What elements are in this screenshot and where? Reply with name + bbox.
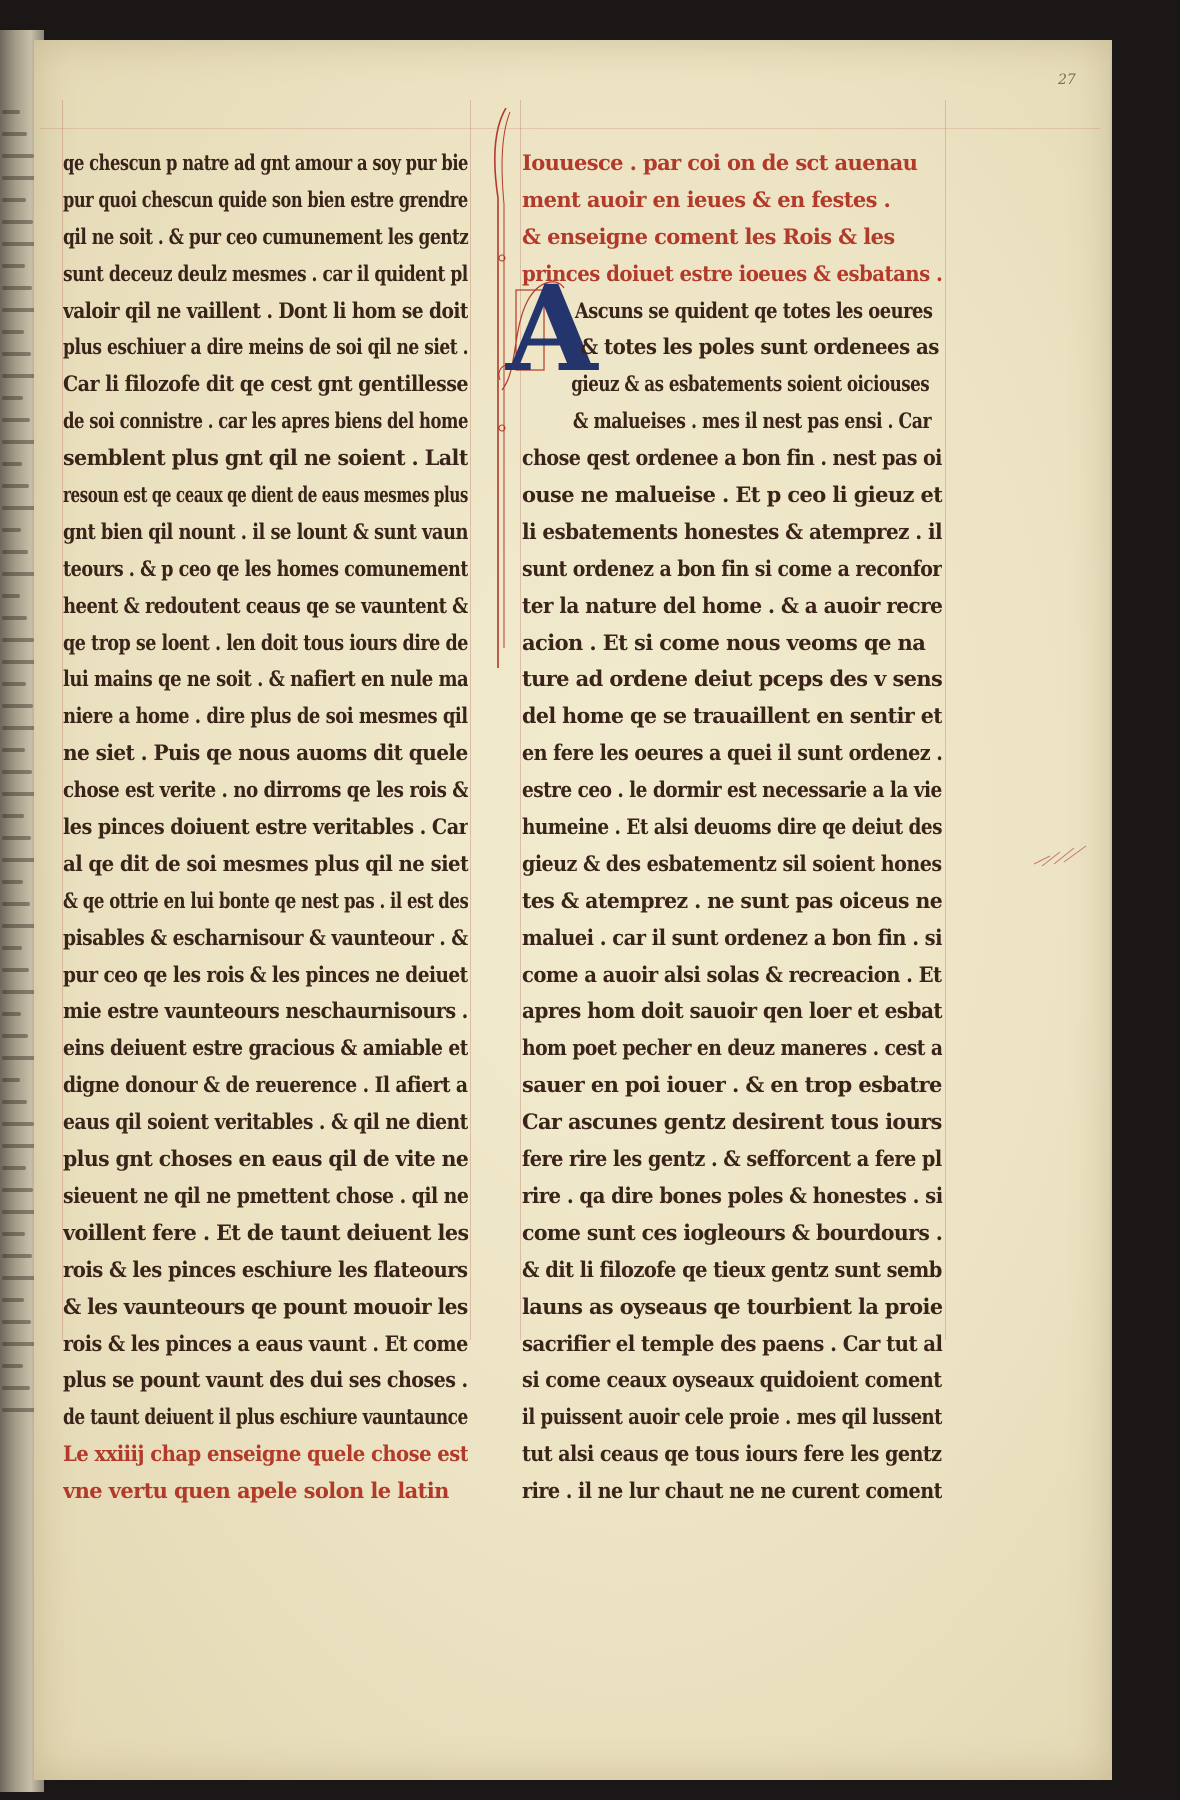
text-line: pisables & escharnisour & vaunteour . & bbox=[63, 924, 468, 950]
text-line: plus eschiuer a dire meins de soi qil ne siet . bbox=[63, 334, 468, 360]
previous-page-text-trace bbox=[2, 374, 38, 378]
ruling-line bbox=[945, 100, 946, 1340]
text-line: li esbatements honestes & atemprez . il bbox=[522, 518, 942, 544]
text-line: plus gnt choses en eaus qil de vite ne bbox=[63, 1146, 468, 1172]
previous-page-text-trace bbox=[2, 748, 25, 752]
text-line: ouse ne malueise . Et p ceo li gieuz et bbox=[522, 482, 943, 508]
text-line: Ascuns se quident qe totes les oeures bbox=[574, 297, 933, 323]
text-line: voillent fere . Et de taunt deiuent les bbox=[63, 1219, 469, 1245]
text-line: launs as oyseaus qe tourbient la proie bbox=[522, 1293, 943, 1319]
text-line: de soi connistre . car les apres biens del home bbox=[63, 408, 468, 434]
text-line: chose qest ordenee a bon fin . nest pas oi bbox=[522, 445, 942, 471]
text-line: estre ceo . le dormir est necessarie a la vie bbox=[522, 777, 942, 803]
text-line: gnt bien qil nount . il se lount & sunt vaun bbox=[63, 518, 468, 544]
text-line: heent & redoutent ceaus qe se vauntent & bbox=[63, 592, 468, 618]
text-line: ment auoir en ieues & en festes . bbox=[522, 186, 891, 212]
previous-page-text-trace bbox=[2, 880, 23, 884]
previous-page-text-trace bbox=[2, 198, 26, 202]
text-line: de taunt deiuent il plus eschiure vauntaunce bbox=[63, 1404, 468, 1430]
text-line: digne donour & de reuerence . Il afiert a bbox=[63, 1072, 468, 1098]
text-line: qe trop se loent . len doit tous iours dire de bbox=[63, 629, 468, 655]
text-line: rois & les pinces a eaus vaunt . Et come bbox=[63, 1330, 468, 1356]
text-line: pur ceo qe les rois & les pinces ne deiuet bbox=[63, 961, 468, 987]
previous-page-text-trace bbox=[2, 440, 37, 444]
text-line: gieuz & as esbatements soient oiciouses bbox=[571, 371, 930, 397]
previous-page-text-trace bbox=[2, 1188, 33, 1192]
previous-page-text-trace bbox=[2, 1012, 21, 1016]
text-line: rire . qa dire bones poles & honestes . si bbox=[522, 1182, 943, 1208]
text-line: pur quoi chescun quide son bien estre grendre bbox=[63, 186, 468, 212]
text-line: Iouuesce . par coi on de sct auenau bbox=[522, 150, 918, 175]
previous-page-text-trace bbox=[2, 1166, 26, 1170]
previous-page-text-trace bbox=[2, 396, 23, 400]
text-line: qil ne soit . & pur ceo cumunement les gentz bbox=[63, 223, 469, 249]
text-line: sunt deceuz deulz mesmes . car il quident pl bbox=[63, 260, 468, 286]
previous-page-text-trace bbox=[2, 1342, 38, 1346]
previous-page-text-trace bbox=[2, 594, 20, 598]
text-line: maluei . car il sunt ordenez a bon fin . si bbox=[522, 924, 942, 950]
right-column bbox=[522, 145, 942, 1510]
previous-page-text-trace bbox=[2, 484, 29, 488]
text-line: teours . & p ceo qe les homes comunement bbox=[63, 555, 468, 581]
previous-page-text-trace bbox=[2, 858, 38, 862]
previous-page-text-trace bbox=[2, 1034, 28, 1038]
previous-page-text-trace bbox=[2, 506, 36, 510]
text-line: acion . Et si come nous veoms qe na bbox=[522, 629, 926, 655]
text-line: valoir qil ne vaillent . Dont li hom se doit bbox=[63, 297, 468, 323]
text-line: semblent plus gnt qil ne soient . Lalt bbox=[63, 445, 468, 471]
previous-page-text-trace bbox=[2, 286, 32, 290]
text-line: Car li filozofe dit qe cest gnt gentillesse bbox=[63, 371, 468, 397]
previous-page-text-trace bbox=[2, 1386, 30, 1390]
previous-page-text-trace bbox=[2, 1232, 25, 1236]
text-line: & malueises . mes il nest pas ensi . Car bbox=[572, 408, 932, 434]
previous-page-text-trace bbox=[2, 1100, 27, 1104]
previous-page-text-trace bbox=[2, 902, 30, 906]
previous-page-text-trace bbox=[2, 946, 22, 950]
previous-page-text-trace bbox=[2, 1056, 35, 1060]
previous-page-text-trace bbox=[2, 1408, 37, 1412]
previous-page-text-trace bbox=[2, 572, 35, 576]
text-line: eaus qil soient veritables . & qil ne dient bbox=[63, 1109, 468, 1135]
text-line: del home qe se trauaillent en sentir et bbox=[522, 703, 942, 729]
previous-page-text-trace bbox=[2, 220, 33, 224]
text-line: sauer en poi iouer . & en trop esbatre bbox=[522, 1072, 942, 1098]
left-column bbox=[63, 145, 468, 1510]
ruling-line bbox=[470, 100, 471, 1340]
text-line: fere rire les gentz . & sefforcent a fere pl bbox=[522, 1146, 942, 1172]
previous-page-text-trace bbox=[2, 704, 33, 708]
text-line: chose est verite . no dirroms qe les rois & bbox=[63, 777, 469, 803]
text-line: en fere les oeures a quei il sunt ordenez . bbox=[522, 740, 942, 766]
previous-page-text-trace bbox=[2, 990, 36, 994]
text-line: les pinces doiuent estre veritables . Car bbox=[63, 814, 468, 840]
text-line: & dit li filozofe qe tieux gentz sunt semb bbox=[522, 1256, 942, 1282]
text-line: princes doiuet estre ioeues & esbatans . bbox=[522, 260, 943, 286]
previous-page-text-trace bbox=[2, 1298, 24, 1302]
text-line: al qe dit de soi mesmes plus qil ne siet bbox=[63, 850, 469, 876]
previous-page-text-trace bbox=[2, 638, 34, 642]
previous-page-text-trace bbox=[2, 264, 25, 268]
previous-page-text-trace bbox=[2, 682, 26, 686]
text-line: plus se pount vaunt des dui ses choses . bbox=[63, 1367, 468, 1393]
previous-page-text-trace bbox=[2, 1364, 23, 1368]
text-line: Le xxiiij chap enseigne quele chose est bbox=[63, 1441, 468, 1467]
previous-page-text-trace bbox=[2, 968, 29, 972]
text-line: come sunt ces iogleours & bourdours . bbox=[522, 1219, 942, 1245]
ruling-line bbox=[40, 128, 1100, 129]
previous-page-text-trace bbox=[2, 154, 34, 158]
previous-page-text-trace bbox=[2, 616, 27, 620]
previous-page-text-trace bbox=[2, 462, 22, 466]
previous-page-text-trace bbox=[2, 814, 24, 818]
previous-page-text-trace bbox=[2, 132, 27, 136]
previous-page-text-trace bbox=[2, 330, 24, 334]
previous-page-text-trace bbox=[2, 836, 31, 840]
text-line: ter la nature del home . & a auoir recre bbox=[522, 592, 943, 618]
previous-page-text-trace bbox=[2, 924, 37, 928]
text-line: ture ad ordene deiut pceps des v sens bbox=[522, 666, 943, 692]
text-line: tut alsi ceaus qe tous iours fere les gentz bbox=[522, 1441, 942, 1467]
previous-page-text-trace bbox=[2, 418, 30, 422]
previous-page-text-trace bbox=[2, 1320, 31, 1324]
text-line: sacrifier el temple des paens . Car tut al bbox=[522, 1330, 943, 1356]
text-line: hom poet pecher en deuz maneres . cest a bbox=[522, 1035, 943, 1061]
text-line: tes & atemprez . ne sunt pas oiceus ne bbox=[522, 887, 942, 913]
text-line: eins deiuent estre gracious & amiable et bbox=[63, 1035, 468, 1061]
text-line: mie estre vaunteours neschaurnisours . bbox=[63, 998, 468, 1024]
previous-page-text-trace bbox=[2, 528, 21, 532]
text-line: & qe ottrie en lui bonte qe nest pas . il est des bbox=[63, 887, 469, 913]
text-line: rire . il ne lur chaut ne ne curent coment bbox=[522, 1478, 942, 1504]
text-line: sunt ordenez a bon fin si come a reconfor bbox=[522, 555, 942, 581]
previous-page-text-trace bbox=[2, 770, 32, 774]
text-line: qe chescun p natre ad gnt amour a soy pur bie bbox=[63, 150, 468, 175]
text-line: niere a home . dire plus de soi mesmes qil bbox=[63, 703, 468, 729]
folio-number: 27 bbox=[1058, 72, 1076, 88]
text-line: Car ascunes gentz desirent tous iours bbox=[522, 1109, 942, 1135]
text-line: resoun est qe ceaux qe dient de eaus mesmes plus bbox=[63, 482, 468, 508]
text-line: apres hom doit sauoir qen loer et esbat bbox=[522, 998, 943, 1024]
previous-page-text-trace bbox=[2, 352, 31, 356]
text-line: & les vaunteours qe pount mouoir les bbox=[63, 1293, 468, 1319]
text-line: gieuz & des esbatementz sil soient hones bbox=[522, 850, 942, 876]
text-line: come a auoir alsi solas & recreacion . Et bbox=[522, 961, 942, 987]
text-line: & enseigne coment les Rois & les bbox=[522, 223, 895, 249]
text-line: & totes les poles sunt ordenees as bbox=[580, 334, 939, 360]
text-line: sieuent ne qil ne pmettent chose . qil ne bbox=[63, 1182, 468, 1208]
text-line: il puissent auoir cele proie . mes qil lussent bbox=[522, 1404, 943, 1430]
text-line: ne siet . Puis qe nous auoms dit quele bbox=[63, 740, 468, 766]
margin-mark bbox=[1030, 840, 1090, 870]
text-line: si come ceaux oyseaux quidoient coment bbox=[522, 1367, 942, 1393]
previous-page-text-trace bbox=[2, 1122, 34, 1126]
previous-page-text-trace bbox=[2, 1254, 32, 1258]
previous-page-text-trace bbox=[2, 110, 20, 114]
text-line: humeine . Et alsi deuoms dire qe deiut des bbox=[522, 814, 942, 840]
text-line: rois & les pinces eschiure les flateours bbox=[63, 1256, 468, 1282]
text-line: lui mains qe ne soit . & nafiert en nule ma bbox=[63, 666, 468, 692]
previous-page-text-trace bbox=[2, 1078, 20, 1082]
previous-page-text-trace bbox=[2, 550, 28, 554]
text-line: vne vertu quen apele solon le latin bbox=[63, 1478, 449, 1504]
initial-letter: A bbox=[506, 259, 598, 398]
